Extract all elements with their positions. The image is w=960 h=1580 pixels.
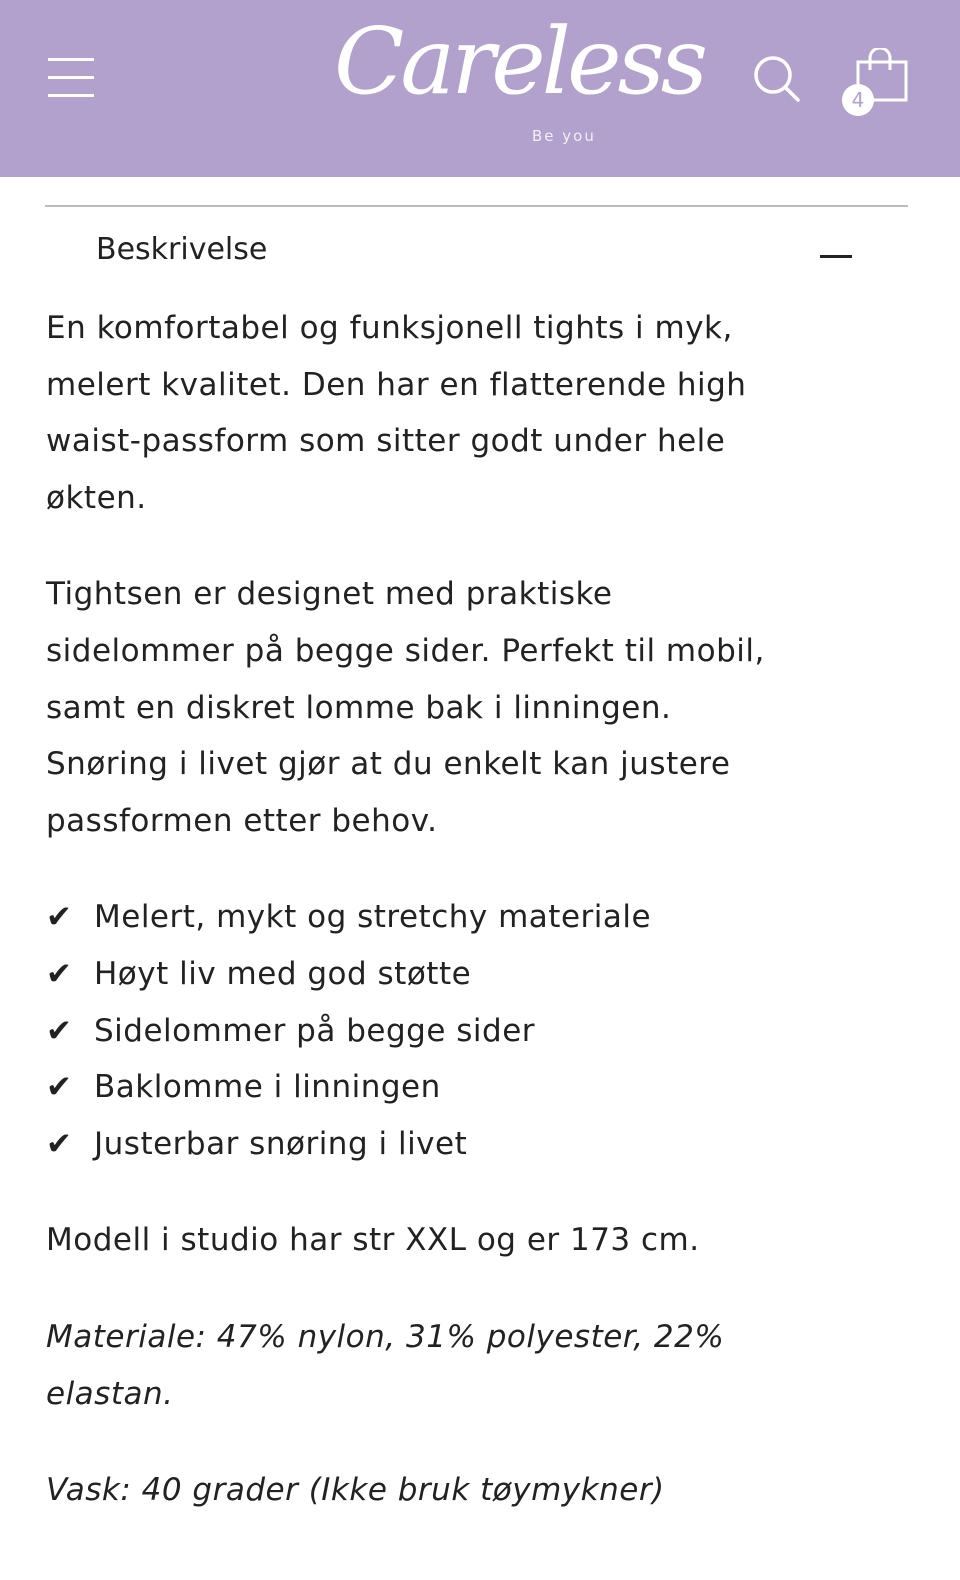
feature-item xyxy=(46,889,926,946)
checkmark-icon: ✔ xyxy=(46,899,73,936)
text-line: waist-passform som sitter godt under hele xyxy=(46,423,726,460)
logo-tagline: Be you xyxy=(532,127,596,145)
feature-item xyxy=(46,1116,926,1173)
feature-text: Høyt liv med god støtte xyxy=(94,955,472,992)
text-line: Snøring i livet gjør at du enkelt kan justere xyxy=(46,746,731,783)
cart-button[interactable] xyxy=(840,48,910,118)
site-header xyxy=(0,0,960,177)
feature-item xyxy=(46,1059,926,1116)
checkmark-icon: ✔ xyxy=(46,1125,73,1162)
text-line: elastan. xyxy=(46,1375,174,1412)
description-paragraph xyxy=(46,566,926,849)
logo[interactable] xyxy=(330,8,704,158)
text-line: passformen etter behov. xyxy=(46,802,438,839)
feature-text: Baklomme i linningen xyxy=(94,1069,441,1106)
checkmark-icon: ✔ xyxy=(46,1012,73,1049)
description-paragraph xyxy=(46,300,926,526)
feature-item xyxy=(46,946,926,1003)
search-icon[interactable] xyxy=(752,54,802,104)
cart-count-badge: 4 xyxy=(842,84,874,116)
text-line: sidelommer på begge sider. Perfekt til mobil, xyxy=(46,632,765,669)
material-info xyxy=(46,1309,926,1422)
feature-item xyxy=(46,1003,926,1060)
checkmark-icon: ✔ xyxy=(46,955,73,992)
feature-list xyxy=(46,889,926,1172)
logo-text: Careless xyxy=(334,8,704,115)
text-line: melert kvalitet. Den har en flatterende high xyxy=(46,366,747,403)
wash-info: Vask: 40 grader (Ikke bruk tøymykner) xyxy=(46,1472,665,1509)
accordion-title[interactable]: Beskrivelse xyxy=(96,232,268,267)
divider xyxy=(45,205,908,207)
text-line: Materiale: 47% nylon, 31% polyester, 22% xyxy=(46,1318,725,1355)
text-line: Tightsen er designet med praktiske xyxy=(46,576,613,613)
model-info: Modell i studio har str XXL og er 173 cm. xyxy=(46,1222,700,1259)
text-line: økten. xyxy=(46,479,147,516)
checkmark-icon: ✔ xyxy=(46,1069,73,1106)
text-line: samt en diskret lomme bak i linningen. xyxy=(46,689,672,726)
feature-text: Sidelommer på begge sider xyxy=(94,1012,536,1049)
collapse-minus-icon[interactable] xyxy=(820,255,852,258)
text-line: En komfortabel og funksjonell tights i myk, xyxy=(46,310,733,346)
feature-text: Justerbar snøring i livet xyxy=(94,1125,468,1162)
description-content xyxy=(46,300,926,1559)
hamburger-menu-icon[interactable] xyxy=(48,56,94,100)
feature-text: Melert, mykt og stretchy materiale xyxy=(94,899,652,936)
